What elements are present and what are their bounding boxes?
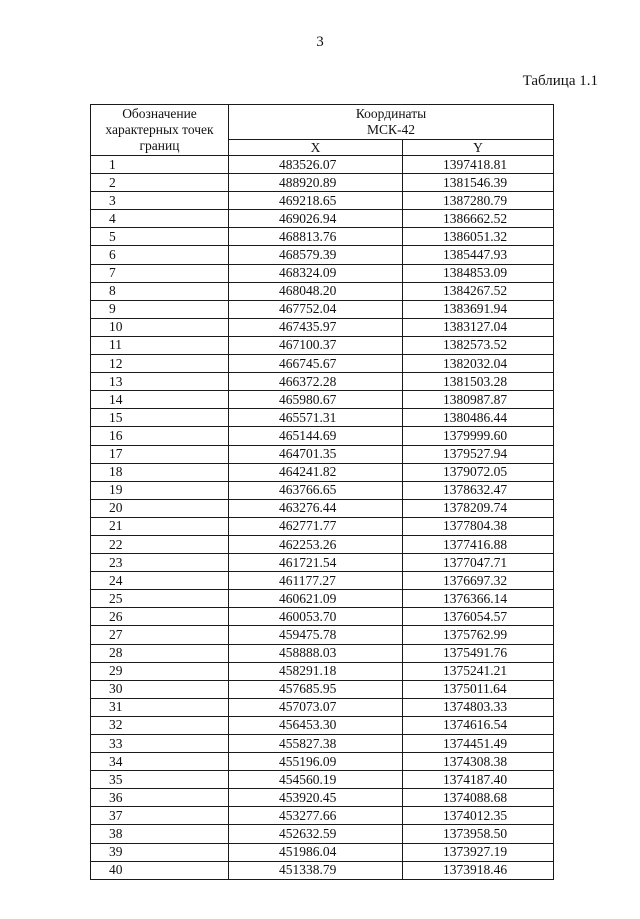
point-number-cell: 33 [91,735,229,753]
table-row [91,698,554,716]
x-coordinate-cell: 467752.04 [229,300,403,318]
point-number-cell: 27 [91,626,229,644]
point-number-cell: 18 [91,463,229,481]
y-coordinate-cell: 1375011.64 [403,680,554,698]
x-coordinate-cell: 468579.39 [229,246,403,264]
point-number-cell: 16 [91,427,229,445]
y-coordinate-cell: 1381503.28 [403,373,554,391]
x-coordinate-cell: 468324.09 [229,264,403,282]
table-row [91,499,554,517]
y-coordinate-cell: 1378209.74 [403,499,554,517]
point-number-cell: 25 [91,590,229,608]
table-row [91,843,554,861]
x-coordinate-cell: 461721.54 [229,554,403,572]
x-coordinate-cell: 488920.89 [229,174,403,192]
table-row [91,644,554,662]
x-coordinate-cell: 458291.18 [229,662,403,680]
point-number-cell: 22 [91,535,229,553]
point-number-cell: 2 [91,174,229,192]
table-row [91,590,554,608]
x-coordinate-cell: 457073.07 [229,698,403,716]
point-number-cell: 17 [91,445,229,463]
y-coordinate-cell: 1377804.38 [403,517,554,535]
table-row [91,228,554,246]
y-coordinate-cell: 1379527.94 [403,445,554,463]
table-caption: Таблица 1.1 [522,73,598,89]
y-coordinate-cell: 1384853.09 [403,264,554,282]
point-number-cell: 36 [91,789,229,807]
x-coordinate-cell: 463766.65 [229,481,403,499]
y-coordinate-cell: 1380486.44 [403,409,554,427]
point-number-cell: 12 [91,355,229,373]
x-coordinate-cell: 483526.07 [229,156,403,174]
point-number-cell: 26 [91,608,229,626]
point-number-cell: 38 [91,825,229,843]
table-row [91,192,554,210]
y-coordinate-cell: 1397418.81 [403,156,554,174]
table-row [91,282,554,300]
table-row [91,174,554,192]
x-coordinate-cell: 453277.66 [229,807,403,825]
table-row [91,355,554,373]
y-coordinate-cell: 1384267.52 [403,282,554,300]
point-number-cell: 3 [91,192,229,210]
y-coordinate-cell: 1375241.21 [403,662,554,680]
page-number: 3 [316,34,324,50]
point-number-cell: 20 [91,499,229,517]
x-coordinate-cell: 467100.37 [229,336,403,354]
point-number-cell: 5 [91,228,229,246]
point-number-cell: 28 [91,644,229,662]
x-coordinate-cell: 467435.97 [229,318,403,336]
table-row [91,680,554,698]
table-row [91,825,554,843]
point-number-cell: 24 [91,572,229,590]
table-row [91,753,554,771]
table-row [91,608,554,626]
table-row [91,572,554,590]
table-body [91,156,554,880]
header-coordinate-system: МСК-42 [366,122,415,138]
point-number-cell: 1 [91,156,229,174]
table-row [91,517,554,535]
x-coordinate-cell: 465571.31 [229,409,403,427]
header-coordinates-title: Координаты [355,106,427,122]
y-coordinate-cell: 1379072.05 [403,463,554,481]
header-y: Y [403,140,554,156]
x-coordinate-cell: 468048.20 [229,282,403,300]
y-coordinate-cell: 1375491.76 [403,644,554,662]
y-coordinate-cell: 1380987.87 [403,391,554,409]
y-coordinate-cell: 1374088.68 [403,789,554,807]
y-coordinate-cell: 1374187.40 [403,771,554,789]
table-row [91,409,554,427]
y-coordinate-cell: 1373927.19 [403,843,554,861]
table-row [91,373,554,391]
x-coordinate-cell: 463276.44 [229,499,403,517]
table-row [91,391,554,409]
table-row [91,481,554,499]
table-row [91,318,554,336]
y-coordinate-cell: 1377416.88 [403,535,554,553]
y-coordinate-cell: 1386051.32 [403,228,554,246]
point-number-cell: 29 [91,662,229,680]
y-coordinate-cell: 1382032.04 [403,355,554,373]
table-row [91,300,554,318]
x-coordinate-cell: 451338.79 [229,861,403,879]
point-number-cell: 4 [91,210,229,228]
x-coordinate-cell: 464241.82 [229,463,403,481]
x-coordinate-cell: 460621.09 [229,590,403,608]
point-number-cell: 37 [91,807,229,825]
y-coordinate-cell: 1383127.04 [403,318,554,336]
y-coordinate-cell: 1376697.32 [403,572,554,590]
y-coordinate-cell: 1379999.60 [403,427,554,445]
table-row [91,662,554,680]
y-coordinate-cell: 1377047.71 [403,554,554,572]
point-number-cell: 40 [91,861,229,879]
point-number-cell: 6 [91,246,229,264]
point-number-cell: 10 [91,318,229,336]
x-coordinate-cell: 455196.09 [229,753,403,771]
y-coordinate-cell: 1374803.33 [403,698,554,716]
table-row [91,771,554,789]
x-coordinate-cell: 454560.19 [229,771,403,789]
table-row [91,861,554,879]
x-coordinate-cell: 469218.65 [229,192,403,210]
x-coordinate-cell: 461177.27 [229,572,403,590]
x-coordinate-cell: 466745.67 [229,355,403,373]
y-coordinate-cell: 1373918.46 [403,861,554,879]
x-coordinate-cell: 457685.95 [229,680,403,698]
x-coordinate-cell: 458888.03 [229,644,403,662]
x-coordinate-cell: 452632.59 [229,825,403,843]
y-coordinate-cell: 1376054.57 [403,608,554,626]
table-row [91,626,554,644]
x-coordinate-cell: 462253.26 [229,535,403,553]
x-coordinate-cell: 456453.30 [229,716,403,734]
x-coordinate-cell: 468813.76 [229,228,403,246]
y-coordinate-cell: 1378632.47 [403,481,554,499]
x-coordinate-cell: 460053.70 [229,608,403,626]
point-number-cell: 14 [91,391,229,409]
y-coordinate-cell: 1385447.93 [403,246,554,264]
table-row [91,716,554,734]
table-row [91,336,554,354]
y-coordinate-cell: 1387280.79 [403,192,554,210]
x-coordinate-cell: 459475.78 [229,626,403,644]
y-coordinate-cell: 1374451.49 [403,735,554,753]
y-coordinate-cell: 1382573.52 [403,336,554,354]
x-coordinate-cell: 462771.77 [229,517,403,535]
table-row [91,445,554,463]
y-coordinate-cell: 1375762.99 [403,626,554,644]
point-number-cell: 11 [91,336,229,354]
x-coordinate-cell: 465144.69 [229,427,403,445]
table-row [91,735,554,753]
y-coordinate-cell: 1374616.54 [403,716,554,734]
point-number-cell: 23 [91,554,229,572]
point-number-cell: 39 [91,843,229,861]
table-row [91,463,554,481]
table-row [91,789,554,807]
table-row [91,156,554,174]
point-number-cell: 19 [91,481,229,499]
x-coordinate-cell: 465980.67 [229,391,403,409]
header-point-designation: Обозначение характерных точек границ [91,105,229,156]
table-row [91,246,554,264]
point-number-cell: 21 [91,517,229,535]
coordinates-table [90,104,554,880]
y-coordinate-cell: 1383691.94 [403,300,554,318]
table-row [91,554,554,572]
point-number-cell: 13 [91,373,229,391]
table-row [91,427,554,445]
point-number-cell: 9 [91,300,229,318]
table-row [91,535,554,553]
table-row [91,264,554,282]
point-number-cell: 8 [91,282,229,300]
y-coordinate-cell: 1373958.50 [403,825,554,843]
x-coordinate-cell: 464701.35 [229,445,403,463]
x-coordinate-cell: 466372.28 [229,373,403,391]
point-number-cell: 31 [91,698,229,716]
point-number-cell: 35 [91,771,229,789]
y-coordinate-cell: 1386662.52 [403,210,554,228]
x-coordinate-cell: 453920.45 [229,789,403,807]
y-coordinate-cell: 1374012.35 [403,807,554,825]
table-row [91,807,554,825]
point-number-cell: 7 [91,264,229,282]
header-coordinates [229,105,554,140]
x-coordinate-cell: 455827.38 [229,735,403,753]
point-number-cell: 30 [91,680,229,698]
table-header-row [91,105,554,140]
table-row [91,210,554,228]
x-coordinate-cell: 469026.94 [229,210,403,228]
y-coordinate-cell: 1374308.38 [403,753,554,771]
x-coordinate-cell: 451986.04 [229,843,403,861]
point-number-cell: 34 [91,753,229,771]
point-number-cell: 32 [91,716,229,734]
header-x: X [229,140,403,156]
y-coordinate-cell: 1381546.39 [403,174,554,192]
y-coordinate-cell: 1376366.14 [403,590,554,608]
point-number-cell: 15 [91,409,229,427]
